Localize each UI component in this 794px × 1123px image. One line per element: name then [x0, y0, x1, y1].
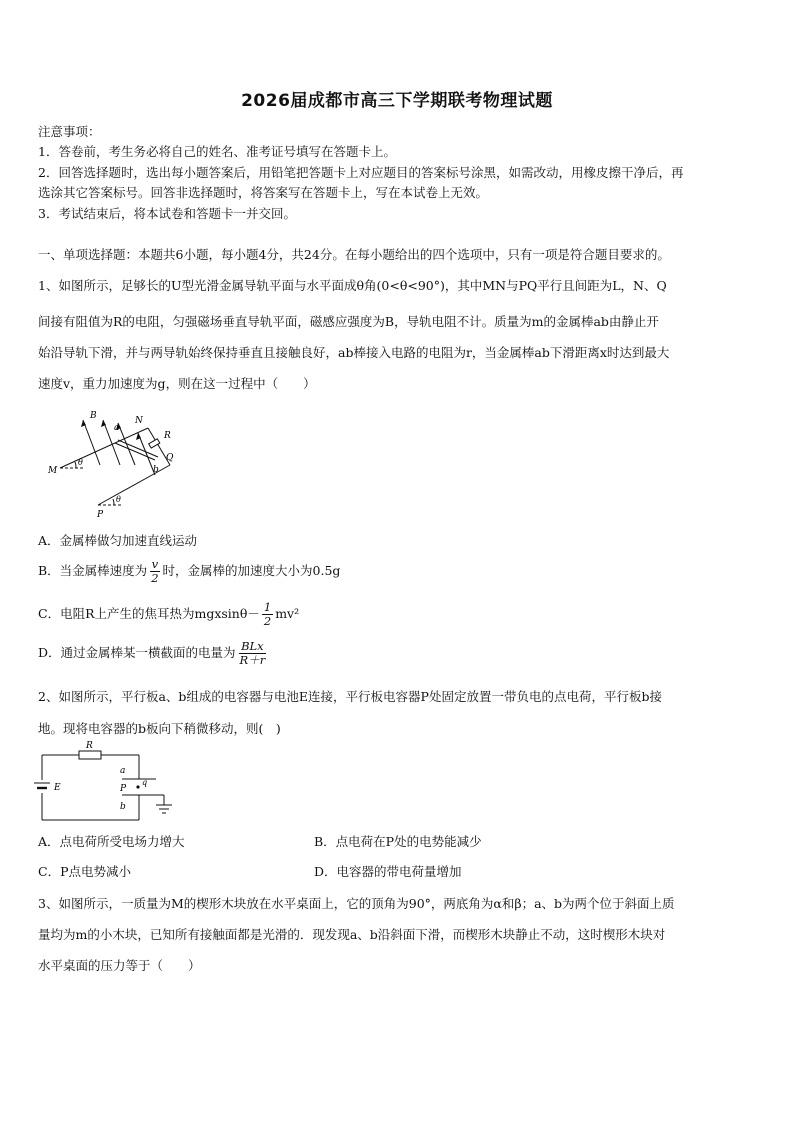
- q3-stem-line3: 水平桌面的压力等于（ ）: [38, 958, 201, 973]
- q2-option-c: C．P点电势减小: [38, 864, 131, 879]
- q1-option-b: B．当金属棒速度为 $\frac{v}{2}$ 时，金属棒的加速度大小为0.5g: [38, 557, 341, 586]
- fig1-label-M: M: [48, 466, 58, 476]
- q1-stem-line1: 1、如图所示，足够长的U型光滑金属导轨平面与水平面成θ角(0<θ<90°)，其中MN与PQ平行且间距为L，N、Q: [38, 278, 667, 293]
- fig1-label-b: b: [153, 465, 159, 475]
- section-heading: 一、单项选择题：本题共6小题，每小题4分，共24分。在每小题给出的四个选项中，只有一项是符合题目要求的。: [38, 247, 670, 262]
- fig1-label-B: B: [90, 411, 97, 421]
- q2-option-d: D．电容器的带电荷量增加: [314, 864, 462, 879]
- q2-circuit-figure: [34, 738, 184, 823]
- q3-stem-line1: 3、如图所示，一质量为M的楔形木块放在水平桌面上，它的顶角为90°，两底角为α和β；a、b为两个位于斜面上质: [38, 896, 675, 911]
- fig2-label-R: R: [86, 741, 93, 751]
- q1-rail-figure: [40, 405, 190, 520]
- q2-option-b: B．点电荷在P处的电势能减少: [314, 834, 482, 849]
- fig1-label-R: R: [164, 431, 171, 441]
- fig1-label-a: a: [114, 423, 120, 433]
- q1-option-a: A．金属棒做匀加速直线运动: [38, 533, 198, 548]
- q2-stem-line2: 地。现将电容器的b板向下稍微移动，则( ): [38, 721, 281, 736]
- q1-option-c: C．电阻R上产生的焦耳热为mgxsinθ－ $\frac{1}{2}$ mv²: [38, 600, 300, 629]
- notice-item-1: 1．答卷前，考生务必将自己的姓名、准考证号填写在答题卡上。: [38, 144, 396, 159]
- fig1-label-theta1: θ: [78, 458, 83, 467]
- page-title: 2026届成都市高三下学期联考物理试题: [241, 91, 553, 111]
- q1-option-b-fraction: $\frac{v}{2}$: [151, 557, 159, 586]
- q2-stem-line1: 2、如图所示，平行板a、b组成的电容器与电池E连接，平行板电容器P处固定放置一带负电的点电荷，平行板b接: [38, 689, 662, 704]
- q1-stem-line4: 速度v，重力加速度为g，则在这一过程中（ ）: [38, 376, 316, 391]
- fig2-label-a: a: [120, 766, 126, 776]
- notice-heading: 注意事项：: [38, 124, 101, 139]
- q1-option-c-fraction: $\frac{1}{2}$: [263, 600, 272, 629]
- fig1-label-theta2: θ: [116, 495, 121, 504]
- fig2-label-E: E: [54, 783, 61, 793]
- q2-option-a: A．点电荷所受电场力增大: [38, 834, 185, 849]
- fig1-label-N: N: [135, 416, 143, 426]
- fig1-label-P: P: [97, 510, 104, 520]
- fig2-label-b: b: [120, 802, 126, 812]
- fig2-label-q: q: [142, 778, 148, 787]
- q1-stem-line2: 间接有阻值为R的电阻，匀强磁场垂直导轨平面，磁感应强度为B，导轨电阻不计。质量为m的金属棒ab由静止开: [38, 314, 659, 329]
- q1-option-d-fraction: $\frac{\text{BLx}}{R+r}$: [239, 639, 266, 668]
- q3-stem-line2: 量均为m的小木块，已知所有接触面都是光滑的．现发现a、b沿斜面下滑，而楔形木块静止不动，这时楔形木块对: [38, 927, 666, 942]
- q1-stem-line3: 始沿导轨下滑，并与两导轨始终保持垂直且接触良好，ab棒接入电路的电阻为r，当金属棒ab下滑距离x时达到最大: [38, 345, 670, 360]
- notice-item-2: 2．回答选择题时，选出每小题答案后，用铅笔把答题卡上对应题目的答案标号涂黑，如需改动，用橡皮擦干净后，再: [38, 165, 684, 180]
- notice-item-2-cont: 选涂其它答案标号。回答非选择题时，将答案写在答题卡上，写在本试卷上无效。: [38, 185, 489, 200]
- notice-item-3: 3．考试结束后，将本试卷和答题卡一并交回。: [38, 206, 296, 221]
- fig2-label-P: P: [120, 784, 127, 794]
- q1-option-d: D．通过金属棒某一横截面的电量为 $\frac{\text{BLx}}{R+r}$: [38, 639, 266, 668]
- fig1-label-Q: Q: [166, 453, 174, 463]
